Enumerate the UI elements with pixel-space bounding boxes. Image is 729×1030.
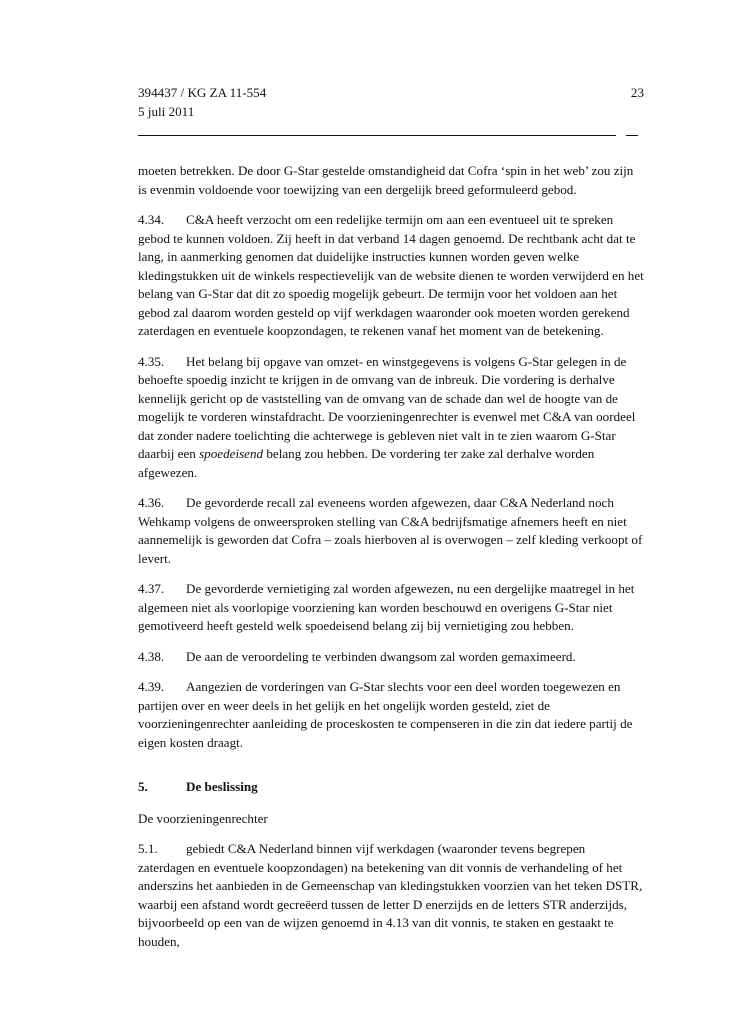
page-header: [138, 84, 644, 103]
paragraph-text: Aangezien de vorderingen van G-Star slechts voor een deel worden toegewezen en partijen over en weer deels in het gelijk en het ongelijk worden gesteld, ziet de voorzieningenrechter aanleiding de proceskosten te compenseren in die zin dat iedere partij de eigen kosten draagt.: [138, 679, 633, 750]
paragraph-number: 5.1.: [138, 841, 158, 856]
paragraph-text: C&A heeft verzocht om een redelijke termijn om aan een eventueel uit te spreken gebod te kunnen voldoen. Zij heeft in dat verband 14 dagen genoemd. De rechtbank acht dat te lang, in aanmerking genomen dat duidelijke instructies kunnen worden geven welke kledingstukken uit de winkels respectievelijk van de website dienen te worden verwijderd en het belang van G-Star dat dit zo spoedig mogelijk gebeurt. De termijn voor het voldoen aan het gebod zal daarom worden gesteld op vijf werkdagen waaronder ook moeten worden gerekend zaterdagen en eventuele koopzondagen, te rekenen vanaf het moment van de betekening.: [138, 212, 644, 338]
paragraph-text-continued: belang zou hebben. De vordering ter zake zal derhalve worden afgewezen.: [138, 446, 595, 480]
header-date: 5 juli 2011: [138, 103, 195, 119]
section-subtitle: De voorzieningenrechter: [138, 810, 268, 826]
paragraph-4-36: [138, 494, 644, 568]
document-page: [138, 84, 644, 963]
header-rule-short: [626, 135, 638, 136]
header-rule: [138, 129, 644, 143]
paragraph-number: 4.39.: [138, 679, 165, 694]
paragraph-number: 4.37.: [138, 581, 165, 596]
emphasis-text: spoedeisend: [199, 446, 264, 461]
page-number: 23: [630, 85, 644, 100]
paragraph-number: 4.34.: [138, 212, 165, 227]
paragraph-4-37: [138, 580, 644, 636]
case-reference: 394437 / KG ZA 11-554: [138, 85, 267, 100]
section-number: 5.: [138, 779, 148, 794]
header-rule-long: [138, 135, 616, 136]
paragraph-text: De gevorderde recall zal eveneens worden afgewezen, daar C&A Nederland noch Wehkamp volgens de onweersproken stelling van C&A bedrijfsmatige afnemers heeft en niet aannemelijk is geworden dat Cofra – zoals hierboven al is overwogen – zelf kleding verkoopt of levert.: [138, 495, 643, 566]
paragraph-number: 4.38.: [138, 648, 165, 664]
paragraph-4-35: [138, 353, 644, 483]
paragraph-4-38: [138, 648, 644, 667]
section-heading: [138, 778, 644, 797]
paragraph-text: Het belang bij opgave van omzet- en winstgegevens is volgens G-Star gelegen in de behoefte spoedig inzicht te krijgen in de omvang van de inbreuk. Die vordering is derhalve kennelijk gericht op de vaststelling van de omvang van de schade dan wel de hoogte van de mogelijk te vorderen winstafdracht. De voorzieningenrechter is evenwel met C&A van oordeel dat zonder nadere toelichting die achterwege is gebleven niet valt in te zien waarom G-Star daarbij een: [138, 353, 636, 461]
paragraph-5-1: [138, 840, 644, 951]
intro-paragraph: moeten betrekken. De door G-Star gestelde omstandigheid dat Cofra ‘spin in het web’ zou zijn is evenmin voldoende voor toewijzing van een dergelijk breed geformuleerd gebod.: [138, 163, 634, 197]
paragraph-4-39: [138, 678, 644, 752]
section-title: De beslissing: [186, 779, 258, 794]
paragraph-4-34: [138, 211, 644, 341]
paragraph-number: 4.35.: [138, 353, 165, 369]
paragraph-text: De gevorderde vernietiging zal worden afgewezen, nu een dergelijke maatregel in het algemeen niet als voorlopige voorziening kan worden beschouwd en overigens G-Star niet gemotiveerd heeft gesteld welk spoedeisend belang zij bij vernietiging zou hebben.: [138, 581, 635, 633]
paragraph-text: gebiedt C&A Nederland binnen vijf werkdagen (waaronder tevens begrepen zaterdagen en eventuele koopzondagen) na betekening van dit vonnis de verhandeling of het anderszins het aanbieden in de Gemeenschap van kledingstukken voorzien van het teken DSTR, waarbij een afstand wordt gecreëerd tussen de letter D enerzijds en de letters STR anderzijds, bijvoorbeeld op een van de wijzen genoemd in 4.13 van dit vonnis, te staken en gestaakt te houden,: [138, 841, 643, 949]
paragraph-text: De aan de veroordeling te verbinden dwangsom zal worden gemaximeerd.: [186, 648, 576, 664]
paragraph-number: 4.36.: [138, 495, 165, 510]
